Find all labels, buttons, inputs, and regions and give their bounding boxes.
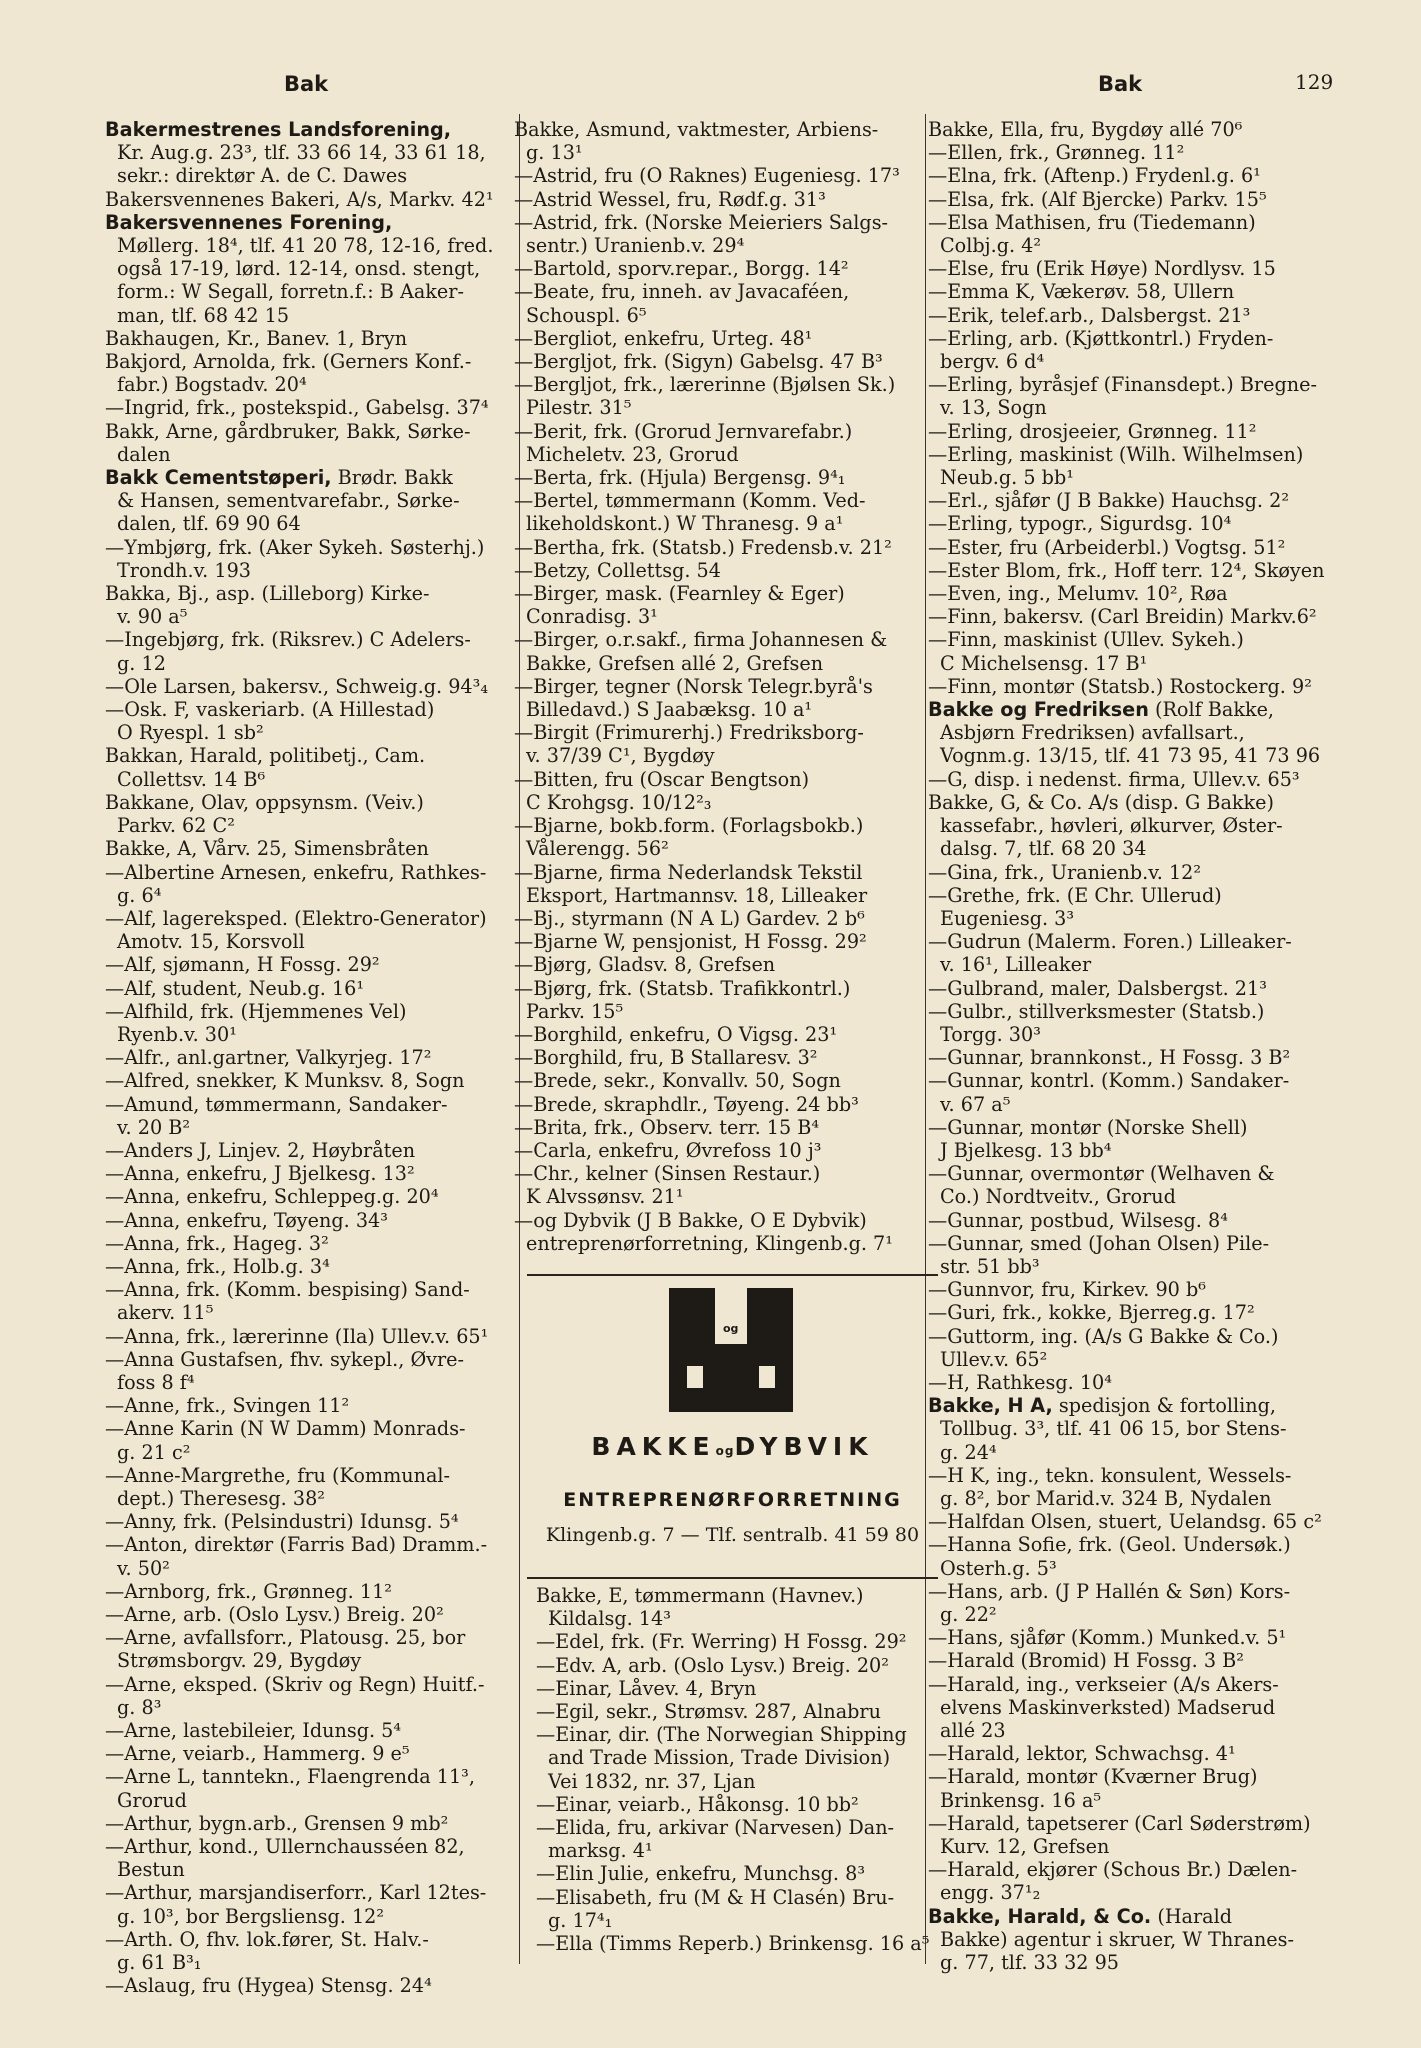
directory-line: —Arne, avfallsforr., Platousg. 25, bor [105, 1626, 466, 1650]
directory-line: Amotv. 15, Korsvoll [117, 930, 305, 954]
directory-line: Bakka, Bj., asp. (Lilleborg) Kirke- [105, 582, 430, 606]
entry-heading: Bakke, Harald, & Co. [928, 1904, 1152, 1928]
directory-line: C Krohgsg. 10/12²₃ [526, 790, 712, 814]
directory-line: —Bjarne, bokb.form. (Forlagsbokb.) [514, 814, 864, 838]
directory-line: —Bartold, sporv.repar., Borgg. 14² [514, 257, 849, 281]
directory-line: g. 8², bor Marid.v. 324 B, Nydalen [940, 1486, 1272, 1510]
directory-line: —Gunnvor, fru, Kirkev. 90 b⁶ [928, 1278, 1206, 1302]
directory-line: —Elsa, frk. (Alf Bjercke) Parkv. 15⁵ [928, 187, 1267, 211]
directory-line: —Anna, frk., Hageg. 3² [105, 1231, 329, 1255]
directory-line: —Anna, enkefru, Schleppeg.g. 20⁴ [105, 1185, 439, 1209]
directory-line: g. 13¹ [526, 141, 583, 165]
directory-line: dalsg. 7, tlf. 68 20 34 [940, 837, 1147, 861]
directory-line: v. 20 B² [117, 1115, 191, 1139]
directory-line: —Guri, frk., kokke, Bjerreg.g. 17² [928, 1301, 1255, 1325]
ad-name-right: DYBVIK [734, 1432, 874, 1461]
directory-line: —Erling, typogr., Sigurdsg. 10⁴ [928, 512, 1232, 536]
entry-heading: Bakke og Fredriksen [928, 698, 1149, 722]
directory-line: Vognm.g. 13/15, tlf. 41 73 95, 41 73 96 [940, 744, 1321, 768]
directory-line: —Hanna Sofie, frk. (Geol. Undersøk.) [928, 1533, 1291, 1557]
directory-line: —Carla, enkefru, Øvrefoss 10 j³ [514, 1138, 822, 1162]
directory-line: —Anders J, Linjev. 2, Høybråten [105, 1138, 416, 1162]
directory-line: —Beate, fru, inneh. av Javacaféen, [514, 280, 850, 304]
directory-line: —Elin Julie, enkefru, Munchsg. 8³ [536, 1862, 866, 1886]
directory-line: —Harald, lektor, Schwachsg. 4¹ [928, 1742, 1236, 1766]
directory-line: Eksport, Hartmannsv. 18, Lilleaker [526, 883, 868, 907]
column-1 [105, 118, 515, 1997]
directory-line: —Erik, telef.arb., Dalsbergst. 21³ [928, 303, 1251, 327]
ad-name-og: og [715, 1444, 735, 1458]
ad-top-rule [527, 1274, 938, 1276]
directory-line: —H, Rathkesg. 10⁴ [928, 1370, 1112, 1394]
directory-line: v. 67 a⁵ [940, 1092, 1011, 1116]
company-logo [663, 1284, 799, 1420]
directory-line: v. 90 a⁵ [117, 605, 188, 629]
directory-line: bergv. 6 d⁴ [940, 350, 1045, 374]
directory-line: Bakk, Arne, gårdbruker, Bakk, Sørke- [105, 419, 471, 443]
directory-line: —Anna, enkefru, J Bjelkesg. 13² [105, 1162, 415, 1186]
directory-line: Billedavd.) S Jaabæksg. 10 a¹ [526, 698, 813, 722]
directory-line: også 17-19, lørd. 12-14, onsd. stengt, [117, 257, 481, 281]
directory-line: —Anny, frk. (Pelsindustri) Idunsg. 5⁴ [105, 1510, 459, 1534]
directory-line: —Bjarne, firma Nederlandsk Tekstil [514, 860, 863, 884]
directory-line: —Even, ing., Melumv. 10², Røa [928, 582, 1228, 606]
directory-line: —Bitten, fru (Oscar Bengtson) [514, 767, 810, 791]
directory-line: —Arne, lastebileier, Idunsg. 5⁴ [105, 1719, 402, 1743]
directory-line: Ryenb.v. 30¹ [117, 1022, 237, 1046]
directory-line: —Harald, ing., verkseier (A/s Akers- [928, 1672, 1279, 1696]
directory-line: —Guttorm, ing. (A/s G Bakke & Co.) [928, 1324, 1279, 1348]
directory-line: —Alfr., anl.gartner, Valkyrjeg. 17² [105, 1046, 432, 1070]
directory-line: Kildalsg. 14³ [548, 1607, 671, 1631]
directory-line: —Finn, bakersv. (Carl Breidin) Markv.6² [928, 605, 1317, 629]
directory-line: —Bergljot, frk., lærerinne (Bjølsen Sk.) [514, 373, 896, 397]
directory-line: —Borghild, fru, B Stallaresv. 3² [514, 1046, 818, 1070]
directory-line: —Bj., styrmann (N A L) Gardev. 2 b⁶ [514, 906, 865, 930]
directory-line: —Astrid, fru (O Raknes) Eugeniesg. 17³ [514, 164, 900, 188]
directory-line: —Edel, frk. (Fr. Werring) H Fossg. 29² [536, 1630, 907, 1654]
directory-line: —Gunnar, overmontør (Welhaven & [928, 1162, 1275, 1186]
directory-line: —Elisabeth, fru (M & H Clasén) Bru- [536, 1885, 895, 1909]
directory-line: —Berit, frk. (Grorud Jernvarefabr.) [514, 419, 853, 443]
directory-line: —Anna, frk. (Komm. bespising) Sand- [105, 1278, 470, 1302]
directory-line: —Arne, eksped. (Skriv og Regn) Huitf.- [105, 1672, 485, 1696]
directory-line: Bakke, A, Vårv. 25, Simensbråten [105, 837, 429, 861]
directory-line: —Egil, sekr., Strømsv. 287, Alnabru [536, 1700, 881, 1724]
directory-line: —Ingebjørg, frk. (Riksrev.) C Adelers- [105, 628, 471, 652]
directory-line: —Birger, mask. (Fearnley & Eger) [514, 582, 845, 606]
directory-line: dalen, tlf. 69 90 64 [117, 512, 301, 536]
directory-line: —Ester, fru (Arbeiderbl.) Vogtsg. 51² [928, 535, 1286, 559]
directory-line: —Bergljot, frk. (Sigyn) Gabelsg. 47 B³ [514, 350, 883, 374]
logo-og-text: og [723, 1322, 739, 1335]
directory-line: —Birger, tegner (Norsk Telegr.byrå's [514, 674, 873, 698]
directory-line: —H K, ing., tekn. konsulent, Wessels- [928, 1463, 1292, 1487]
directory-line: —Halfdan Olsen, stuert, Uelandsg. 65 c² [928, 1510, 1322, 1534]
directory-line: C Michelsensg. 17 B¹ [940, 651, 1148, 675]
directory-line: —Arthur, bygn.arb., Grensen 9 mb² [105, 1811, 449, 1835]
directory-line: Bakjord, Arnolda, frk. (Gerners Konf.- [105, 350, 472, 374]
directory-line: Brinkensg. 16 a⁵ [940, 1788, 1102, 1812]
directory-line: —Chr., kelner (Sinsen Restaur.) [514, 1162, 821, 1186]
directory-line: g. 6⁴ [117, 883, 162, 907]
directory-line: Bakk Cementstøperi, Brødr. Bakk [105, 466, 453, 490]
directory-line: —Finn, maskinist (Ullev. Sykeh.) [928, 628, 1244, 652]
directory-line: sentr.) Uranienb.v. 29⁴ [526, 234, 745, 258]
directory-line: —Harald, montør (Kværner Brug) [928, 1765, 1258, 1789]
directory-line: Bakke) agentur i skruer, W Thranes- [940, 1927, 1294, 1951]
directory-line: —Gunnar, montør (Norske Shell) [928, 1115, 1248, 1139]
directory-line: Tollbug. 3³, tlf. 41 06 15, bor Stens- [940, 1417, 1287, 1441]
directory-line: allé 23 [940, 1719, 1006, 1743]
directory-line: Neub.g. 5 bb¹ [940, 466, 1074, 490]
directory-line: —Amund, tømmermann, Sandaker- [105, 1092, 448, 1116]
directory-line: str. 51 bb³ [940, 1254, 1040, 1278]
entry-heading: Bakk Cementstøperi, [105, 466, 332, 490]
directory-line: —Anne Karin (N W Damm) Monrads- [105, 1417, 466, 1441]
directory-line: —Betzy, Collettsg. 54 [514, 558, 721, 582]
directory-line: Trondh.v. 193 [117, 558, 252, 582]
directory-line: form.: W Segall, forretn.f.: B Aaker- [117, 280, 464, 304]
directory-line: marksg. 4¹ [548, 1839, 653, 1863]
entry-heading: Bakermestrenes Landsforening, [105, 118, 452, 141]
directory-line: —G, disp. i nedenst. firma, Ullev.v. 65³ [928, 767, 1300, 791]
directory-line: kassefabr., høvleri, ølkurver, Øster- [940, 814, 1283, 838]
directory-line: —Erling, drosjeeier, Grønneg. 11² [928, 419, 1257, 443]
directory-line: —Bertel, tømmermann (Komm. Ved- [514, 489, 866, 513]
directory-line: g. 10³, bor Bergsliensg. 12² [117, 1904, 385, 1928]
directory-line: g. 8³ [117, 1695, 162, 1719]
directory-line: g. 61 B³₁ [117, 1951, 202, 1975]
directory-line: engg. 37¹₂ [940, 1881, 1041, 1905]
directory-line: —Berta, frk. (Hjula) Bergensg. 9⁴₁ [514, 466, 846, 490]
directory-line: Conradisg. 3¹ [526, 605, 658, 629]
directory-line: Pilestr. 31⁵ [526, 396, 632, 420]
directory-line: Bakhaugen, Kr., Banev. 1, Bryn [105, 326, 408, 350]
directory-line: Strømsborgv. 29, Bygdøy [117, 1649, 362, 1673]
directory-line: v. 50² [117, 1556, 170, 1580]
directory-line: —Anna, enkefru, Tøyeng. 34³ [105, 1208, 388, 1232]
page-number: 129 [1295, 70, 1334, 94]
directory-line: —Anton, direktør (Farris Bad) Dramm.- [105, 1533, 488, 1557]
directory-line: —Gunnar, kontrl. (Komm.) Sandaker- [928, 1069, 1290, 1093]
directory-line: —Else, fru (Erik Høye) Nordlysv. 15 [928, 257, 1276, 281]
directory-line: —Harald, ekjører (Schous Br.) Dælen- [928, 1858, 1298, 1882]
directory-line: Bakke, Harald, & Co. (Harald [928, 1904, 1233, 1928]
directory-line: Schouspl. 6⁵ [526, 303, 647, 327]
directory-line: Bakke, Asmund, vaktmester, Arbiens- [514, 118, 879, 141]
directory-line: Torgg. 30³ [940, 1022, 1041, 1046]
directory-line: Kr. Aug.g. 23³, tlf. 33 66 14, 33 61 18, [117, 141, 486, 165]
directory-line: g. 77, tlf. 33 32 95 [940, 1951, 1120, 1975]
directory-line: —Bergliot, enkefru, Urteg. 48¹ [514, 326, 813, 350]
directory-line: entreprenørforretning, Klingenb.g. 7¹ [526, 1231, 893, 1255]
directory-line: —Osk. F, vaskeriarb. (A Hillestad) [105, 698, 435, 722]
directory-line: —Anna, frk., Holb.g. 3⁴ [105, 1254, 330, 1278]
directory-line: —Alf, sjømann, H Fossg. 29² [105, 953, 380, 977]
directory-line: —Einar, dir. (The Norwegian Shipping [536, 1723, 907, 1747]
directory-line: —Finn, montør (Statsb.) Rostockerg. 9² [928, 674, 1312, 698]
directory-line: dept.) Theresesg. 38² [117, 1486, 325, 1510]
directory-line: —Albertine Arnesen, enkefru, Rathkes- [105, 860, 487, 884]
directory-line: —Ester Blom, frk., Hoff terr. 12⁴, Skøyen [928, 558, 1325, 582]
directory-line: —Elida, fru, arkivar (Narvesen) Dan- [536, 1816, 895, 1840]
directory-line: —Alf, lagereksped. (Elektro-Generator) [105, 906, 487, 930]
ad-company-name [527, 1432, 938, 1461]
directory-line: —Ellen, frk., Grønneg. 11² [928, 141, 1185, 165]
directory-line: —Gulbrand, maler, Dalsbergst. 21³ [928, 976, 1267, 1000]
directory-line: Bakkan, Harald, politibetj., Cam. [105, 744, 426, 768]
directory-line: —Ella (Timms Reperb.) Brinkensg. 16 a⁵ [536, 1932, 930, 1956]
directory-line: Vei 1832, nr. 37, Ljan [548, 1769, 756, 1793]
directory-line: g. 24⁴ [940, 1440, 997, 1464]
directory-line: g. 22² [940, 1603, 997, 1626]
directory-line: g. 21 c² [117, 1440, 191, 1464]
directory-line: —Elna, frk. (Aftenp.) Frydenl.g. 6¹ [928, 164, 1261, 188]
running-head-left: Bak [284, 72, 329, 96]
directory-line: —Hans, sjåfør (Komm.) Munked.v. 5¹ [928, 1626, 1287, 1650]
directory-line: Bakke, G, & Co. A/s (disp. G Bakke) [928, 790, 1275, 814]
ad-name-left: BAKKE [591, 1432, 716, 1461]
directory-line: Bakersvennenes Bakeri, A/s, Markv. 42¹ [105, 187, 494, 211]
directory-line: Collettsv. 14 B⁶ [117, 767, 266, 791]
directory-line: Bakke og Fredriksen (Rolf Bakke, [928, 698, 1275, 722]
directory-line: Bestun [117, 1858, 185, 1882]
directory-line: v. 16¹, Lilleaker [940, 953, 1092, 977]
directory-line: —Bjørg, frk. (Statsb. Trafikkontrl.) [514, 976, 851, 1000]
directory-line: Parkv. 15⁵ [526, 999, 624, 1023]
directory-line: —Gunnar, brannkonst., H Fossg. 3 B² [928, 1046, 1291, 1070]
directory-line: Ullev.v. 65² [940, 1347, 1048, 1371]
directory-line: —Astrid Wessel, fru, Rødf.g. 31³ [514, 187, 826, 211]
directory-line: Micheletv. 23, Grorud [526, 442, 739, 466]
directory-line: —Arne L, tanntekn., Flaengrenda 11³, [105, 1765, 475, 1789]
directory-line: —Bjarne W, pensjonist, H Fossg. 29² [514, 930, 867, 954]
directory-line: —Edv. A, arb. (Oslo Lysv.) Breig. 20² [536, 1653, 889, 1677]
directory-line: Kurv. 12, Grefsen [940, 1835, 1110, 1859]
directory-line: Asbjørn Fredriksen) avfallsart., [940, 721, 1245, 745]
directory-line: Vålerengg. 56² [526, 837, 669, 861]
directory-line: v. 13, Sogn [940, 396, 1047, 420]
directory-line: —Gudrun (Malerm. Foren.) Lilleaker- [928, 930, 1292, 954]
directory-line: Co.) Nordtveitv., Grorud [940, 1185, 1176, 1209]
directory-line: —Einar, veiarb., Håkonsg. 10 bb² [536, 1792, 859, 1816]
directory-line: —Arne, veiarb., Hammerg. 9 e⁵ [105, 1742, 410, 1766]
directory-line [105, 211, 515, 234]
directory-line: sekr.: direktør A. de C. Dawes [117, 164, 408, 188]
directory-line: v. 37/39 C¹, Bygdøy [526, 744, 715, 768]
column-3 [928, 118, 1346, 1974]
running-head-right: Bak [1098, 72, 1143, 96]
directory-line: —Birger, o.r.sakf., firma Johannesen & [514, 628, 888, 652]
directory-line: —Ole Larsen, bakersv., Schweig.g. 94³₄ [105, 674, 489, 698]
directory-line: —Bertha, frk. (Statsb.) Fredensb.v. 21² [514, 535, 892, 559]
directory-line: —Alfred, snekker, K Munksv. 8, Sogn [105, 1069, 465, 1093]
directory-line: —Birgit (Frimurerhj.) Fredriksborg- [514, 721, 864, 745]
directory-line: —Bjørg, Gladsv. 8, Grefsen [514, 953, 776, 977]
directory-line: —Anna Gustafsen, fhv. sykepl., Øvre- [105, 1347, 465, 1371]
directory-line: —Erling, byråsjef (Finansdept.) Bregne- [928, 373, 1317, 397]
directory-line: —Arthur, marsjandiserforr., Karl 12tes- [105, 1881, 487, 1905]
directory-line: —Arthur, kond., Ullernchausséen 82, [105, 1835, 465, 1859]
directory-line: Bakke, Ella, fru, Bygdøy allé 70⁶ [928, 118, 1243, 141]
directory-line: Møllerg. 18⁴, tlf. 41 20 78, 12-16, fred. [117, 234, 494, 258]
directory-line: —Arth. O, fhv. lok.fører, St. Halv.- [105, 1927, 429, 1951]
directory-line: likeholdskont.) W Thranesg. 9 a¹ [526, 512, 844, 536]
directory-line: Parkv. 62 C² [117, 814, 235, 838]
directory-line: —Emma K, Vækerøv. 58, Ullern [928, 280, 1235, 304]
directory-line: —Gulbr., stillverksmester (Statsb.) [928, 999, 1265, 1023]
directory-line: man, tlf. 68 42 15 [117, 303, 290, 327]
directory-line: —Einar, Låvev. 4, Bryn [536, 1676, 757, 1700]
directory-line [105, 118, 515, 141]
directory-line: g. 17⁴₁ [548, 1908, 613, 1932]
directory-line: Eugeniesg. 3³ [940, 906, 1075, 930]
entry-heading: Bakersvennenes Forening, [105, 210, 393, 234]
entry-heading: Bakke, H A, [928, 1394, 1053, 1418]
directory-line: —Erl., sjåfør (J B Bakke) Hauchsg. 2² [928, 489, 1290, 513]
directory-line: —Gunnar, smed (Johan Olsen) Pile- [928, 1231, 1270, 1255]
directory-line: —Grethe, frk. (E Chr. Ullerud) [928, 883, 1222, 907]
directory-line: —Erling, arb. (Kjøttkontrl.) Fryden- [928, 326, 1274, 350]
directory-line: Grorud [117, 1788, 187, 1812]
directory-line: —Brede, sekr., Konvallv. 50, Sogn [514, 1069, 841, 1093]
directory-line: —Hans, arb. (J P Hallén & Søn) Kors- [928, 1579, 1291, 1603]
directory-line: —Elsa Mathisen, fru (Tiedemann) [928, 210, 1256, 234]
column-2 [514, 118, 932, 1255]
directory-line: —Arnborg, frk., Grønneg. 11² [105, 1579, 392, 1603]
directory-line: elvens Maskinverksted) Madserud [940, 1695, 1276, 1719]
directory-line: —og Dybvik (J B Bakke, O E Dybvik) [514, 1208, 867, 1232]
directory-line: —Harald (Bromid) H Fossg. 3 B² [928, 1649, 1244, 1673]
directory-line: & Hansen, sementvarefabr., Sørke- [117, 489, 460, 513]
directory-line: Bakke, Grefsen allé 2, Grefsen [526, 651, 824, 675]
directory-line: Colbj.g. 4² [940, 234, 1042, 258]
directory-line: akerv. 11⁵ [117, 1301, 214, 1325]
directory-line: —Ymbjørg, frk. (Aker Sykeh. Søsterhj.) [105, 535, 485, 559]
directory-line: foss 8 f⁴ [117, 1370, 195, 1394]
directory-line: dalen [117, 442, 171, 466]
directory-line: fabr.) Bogstadv. 20⁴ [117, 373, 307, 397]
ad-address: Klingenb.g. 7 — Tlf. sentralb. 41 59 80 [545, 1524, 920, 1546]
directory-line: —Astrid, frk. (Norske Meieriers Salgs- [514, 210, 889, 234]
directory-line: —Alf, student, Neub.g. 16¹ [105, 976, 365, 1000]
directory-line: —Alfhild, frk. (Hjemmenes Vel) [105, 999, 407, 1023]
directory-line: —Gina, frk., Uranienb.v. 12² [928, 860, 1202, 884]
ad-business: ENTREPRENØRFORRETNING [563, 1489, 902, 1511]
column-2-lower [536, 1584, 932, 1955]
directory-line: —Anna, frk., lærerinne (Ila) Ullev.v. 65¹ [105, 1324, 489, 1348]
directory-line: Bakke, E, tømmermann (Havnev.) [536, 1584, 864, 1607]
directory-line: —Arne, arb. (Oslo Lysv.) Breig. 20² [105, 1603, 444, 1626]
directory-line: Bakkane, Olav, oppsynsm. (Veiv.) [105, 790, 424, 814]
directory-line: —Ingrid, frk., postekspid., Gabelsg. 37⁴ [105, 396, 489, 420]
directory-line: Bakke, H A, spedisjon & fortolling, [928, 1394, 1277, 1418]
directory-line: J Bjelkesg. 13 bb⁴ [940, 1138, 1112, 1162]
directory-line: O Ryespl. 1 sb² [117, 721, 264, 745]
directory-line: —Borghild, enkefru, O Vigsg. 23¹ [514, 1022, 838, 1046]
directory-line: Osterh.g. 5³ [940, 1556, 1057, 1580]
directory-line: —Anne, frk., Svingen 11² [105, 1394, 350, 1418]
directory-line: g. 12 [117, 651, 166, 675]
directory-line: and Trade Mission, Trade Division) [548, 1746, 891, 1770]
directory-line: —Brede, skraphdlr., Tøyeng. 24 bb³ [514, 1092, 859, 1116]
directory-line: —Brita, frk., Observ. terr. 15 B⁴ [514, 1115, 820, 1139]
directory-line: —Aslaug, fru (Hygea) Stensg. 24⁴ [105, 1974, 432, 1998]
directory-line: K Alvssønsv. 21¹ [526, 1185, 684, 1209]
directory-line: —Gunnar, postbud, Wilsesg. 8⁴ [928, 1208, 1228, 1232]
directory-line: —Erling, maskinist (Wilh. Wilhelmsen) [928, 442, 1304, 466]
directory-line: —Harald, tapetserer (Carl Søderstrøm) [928, 1811, 1311, 1835]
directory-line: —Anne-Margrethe, fru (Kommunal- [105, 1463, 451, 1487]
ad-bottom-rule [527, 1577, 938, 1579]
